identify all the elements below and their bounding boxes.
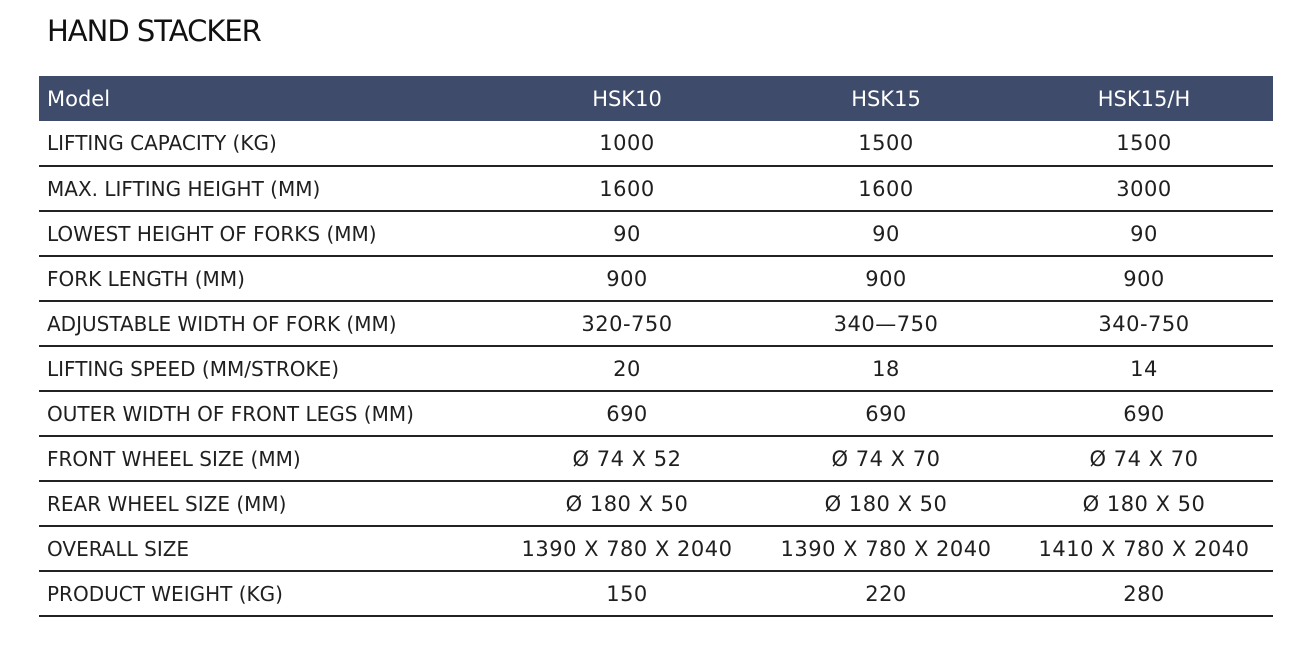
cell-value: Ø 180 X 50	[1082, 491, 1206, 516]
cell-value: 280	[1123, 581, 1165, 606]
cell-value: 14	[1130, 356, 1158, 381]
cell-value: 340—750	[833, 311, 939, 336]
cell-value: 90	[1130, 221, 1158, 246]
cell-value: 690	[1123, 401, 1165, 426]
cell-value: 1600	[599, 176, 655, 201]
table-row	[39, 526, 1273, 571]
table-row	[39, 391, 1273, 436]
header-cell-hsk15: HSK15	[851, 86, 921, 111]
cell-value: 340-750	[1098, 311, 1190, 336]
cell-value: Ø 74 X 70	[1089, 446, 1199, 471]
cell-value: 900	[865, 266, 907, 291]
cell-value: 690	[606, 401, 648, 426]
row-label: PRODUCT WEIGHT (KG)	[47, 581, 283, 606]
table-row	[39, 301, 1273, 346]
cell-value: 320-750	[581, 311, 673, 336]
row-label: MAX. LIFTING HEIGHT (MM)	[47, 176, 321, 201]
cell-value: Ø 180 X 50	[565, 491, 689, 516]
cell-value: 90	[613, 221, 641, 246]
spec-table	[39, 76, 1273, 617]
header-cell-hsk15h: HSK15/H	[1097, 86, 1191, 111]
cell-value: 900	[606, 266, 648, 291]
cell-value: Ø 180 X 50	[824, 491, 948, 516]
header-cell-model: Model	[47, 86, 111, 111]
cell-value: Ø 74 X 70	[831, 446, 941, 471]
cell-value: 18	[872, 356, 900, 381]
cell-value: Ø 74 X 52	[572, 446, 682, 471]
header-cell-hsk10: HSK10	[592, 86, 662, 111]
cell-value: 220	[865, 581, 907, 606]
cell-value: 1600	[858, 176, 914, 201]
row-label: OVERALL SIZE	[47, 536, 190, 561]
table-row	[39, 571, 1273, 616]
table-row	[39, 121, 1273, 166]
row-label: FORK LENGTH (MM)	[47, 266, 245, 291]
header-row	[39, 76, 1273, 121]
table-row	[39, 481, 1273, 526]
row-label: LOWEST HEIGHT OF FORKS (MM)	[47, 221, 377, 246]
cell-value: 1000	[599, 131, 655, 155]
cell-value: 20	[613, 356, 641, 381]
row-label: LIFTING SPEED (MM/STROKE)	[47, 356, 340, 381]
table-body	[39, 121, 1273, 616]
row-label: OUTER WIDTH OF FRONT LEGS (MM)	[47, 401, 414, 426]
row-label: LIFTING CAPACITY (KG)	[47, 131, 277, 155]
cell-value: 90	[872, 221, 900, 246]
cell-value: 1390 X 780 X 2040	[521, 536, 733, 561]
cell-value: 690	[865, 401, 907, 426]
table-row	[39, 346, 1273, 391]
cell-value: 1390 X 780 X 2040	[780, 536, 992, 561]
table-row	[39, 211, 1273, 256]
table-header	[39, 76, 1273, 121]
page-title: HAND STACKER	[47, 14, 261, 48]
table-row	[39, 256, 1273, 301]
cell-value: 150	[606, 581, 648, 606]
cell-value: 1410 X 780 X 2040	[1038, 536, 1250, 561]
table-row	[39, 436, 1273, 481]
cell-value: 3000	[1116, 176, 1172, 201]
cell-value: 1500	[858, 131, 914, 155]
cell-value: 900	[1123, 266, 1165, 291]
cell-value: 1500	[1116, 131, 1172, 155]
row-label: ADJUSTABLE WIDTH OF FORK (MM)	[47, 311, 397, 336]
row-label: REAR WHEEL SIZE (MM)	[47, 491, 287, 516]
table-row	[39, 166, 1273, 211]
row-label: FRONT WHEEL SIZE (MM)	[47, 446, 301, 471]
